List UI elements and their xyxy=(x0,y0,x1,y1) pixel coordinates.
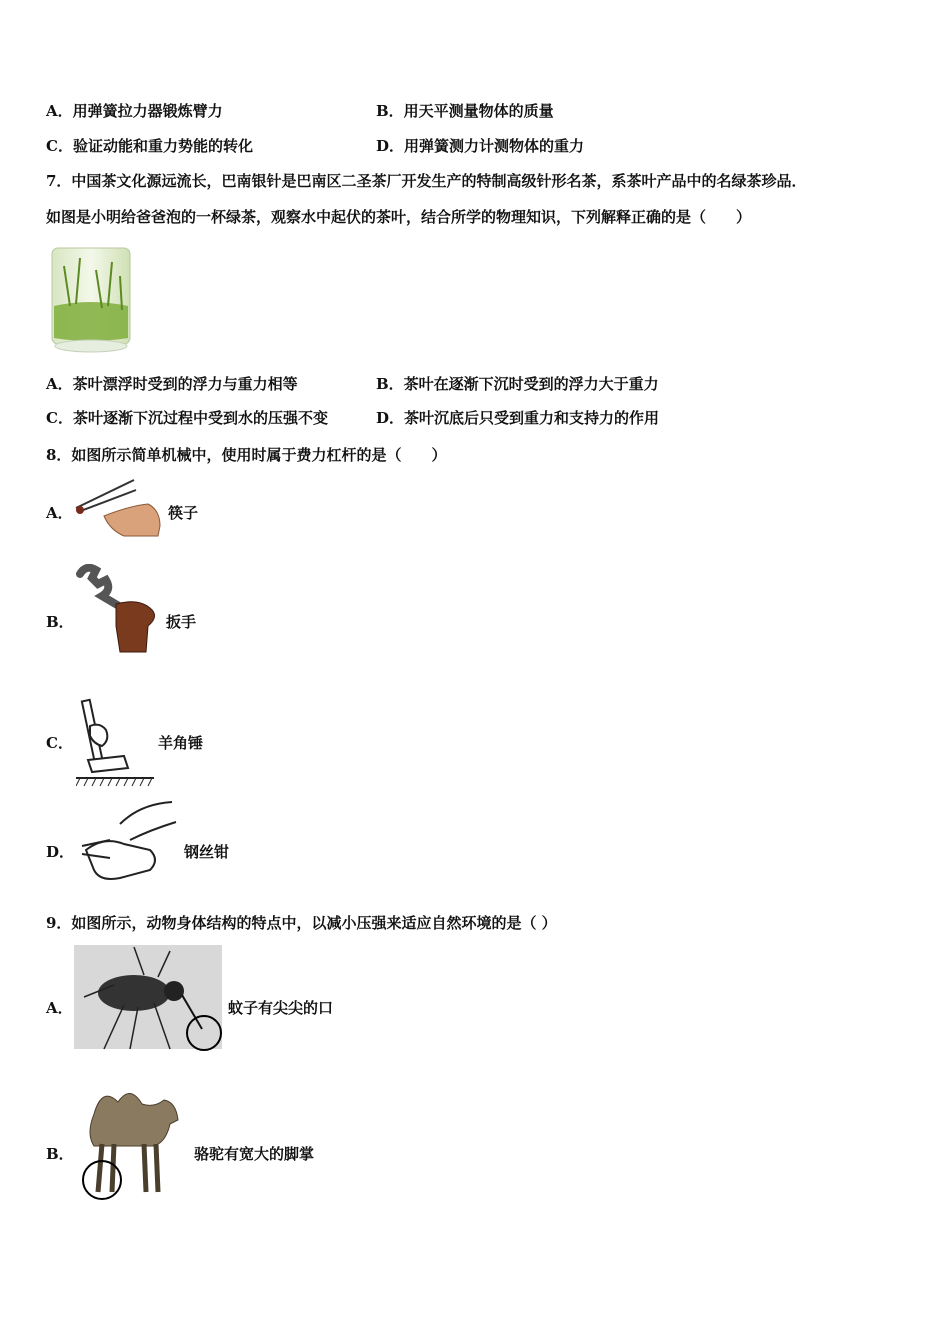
q8-option-b-label: 扳手 xyxy=(166,613,197,631)
camel-image xyxy=(74,1080,182,1200)
q8-option-a-label: 筷子 xyxy=(168,504,199,522)
q9-stem: 9．如图所示，动物身体结构的特点中，以减小压强来适应自然环境的是（ ） xyxy=(46,914,557,932)
q8-option-c-label: 羊角锤 xyxy=(158,734,204,752)
q9-option-b-letter: B． xyxy=(46,1145,74,1163)
q7-option-b: B．茶叶在逐渐下沉时受到的浮力大于重力 xyxy=(376,375,659,393)
pliers-image xyxy=(80,800,178,884)
mosquito-image xyxy=(74,945,224,1053)
q6-option-b: B．用天平测量物体的质量 xyxy=(376,102,554,120)
chopsticks-image xyxy=(74,476,162,538)
q7-stem-line2: 如图是小明给爸爸泡的一杯绿茶，观察水中起伏的茶叶，结合所学的物理知识，下列解释正确的是（ ） xyxy=(46,208,752,226)
q8-stem: 8．如图所示简单机械中，使用时属于费力杠杆的是（ ） xyxy=(46,446,447,464)
claw-hammer-image xyxy=(76,696,154,788)
q8-option-c-letter: C． xyxy=(46,734,73,752)
q8-option-a-letter: A． xyxy=(46,504,73,522)
q7-option-c: C．茶叶逐渐下沉过程中受到水的压强不变 xyxy=(46,409,328,427)
q8-option-d-letter: D． xyxy=(46,843,75,861)
q7-option-d: D．茶叶沉底后只受到重力和支持力的作用 xyxy=(376,409,660,427)
q7-stem-line1: 7．中国茶文化源远流长，巴南银针是巴南区二圣茶厂开发生产的特制高级针形名茶，系茶叶产品中的名绿茶珍品． xyxy=(46,172,807,190)
q7-option-a: A．茶叶漂浮时受到的浮力与重力相等 xyxy=(46,375,298,393)
q8-option-d-label: 钢丝钳 xyxy=(184,843,230,861)
q6-option-d: D．用弹簧测力计测物体的重力 xyxy=(376,137,585,155)
wrench-image xyxy=(76,564,162,656)
tea-cup-image xyxy=(50,246,132,354)
q9-option-b-label: 骆驼有宽大的脚掌 xyxy=(194,1145,315,1163)
q6-option-c: C．验证动能和重力势能的转化 xyxy=(46,137,253,155)
q8-option-b-letter: B． xyxy=(46,613,74,631)
q6-option-a: A．用弹簧拉力器锻炼臂力 xyxy=(46,102,223,120)
q9-option-a-label: 蚊子有尖尖的口 xyxy=(228,999,334,1017)
q9-option-a-letter: A． xyxy=(46,999,73,1017)
